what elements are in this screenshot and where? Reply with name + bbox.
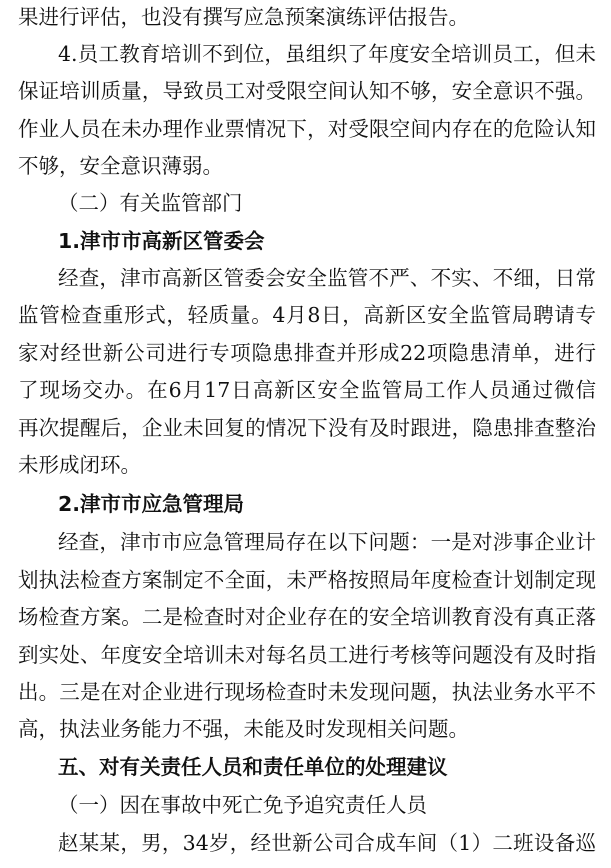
paragraph-line: 监管检查重形式，轻质量。4月8日，高新区安全监管局聘请专 — [18, 303, 596, 327]
paragraph-line: 经查，津市高新区管委会安全监管不严、不实、不细，日常 — [58, 266, 596, 290]
paragraph-line: 高，执法业务能力不强，未能及时发现相关问题。 — [18, 717, 469, 741]
paragraph-line: 经查，津市市应急管理局存在以下问题：一是对涉事企业计 — [58, 530, 596, 554]
paragraph-line: 出。三是在对企业进行现场检查时未发现问题，执法业务水平不 — [18, 680, 596, 704]
section-heading: 五、对有关责任人员和责任单位的处理建议 — [58, 755, 448, 779]
paragraph-line: 作业人员在未办理作业票情况下，对受限空间内存在的危险认知 — [18, 117, 596, 141]
paragraph-line: 果进行评估，也没有撰写应急预案演练评估报告。 — [18, 5, 469, 29]
paragraph-line: 未形成闭环。 — [18, 453, 141, 477]
paragraph-line: 家对经世新公司进行专项隐患排查并形成22项隐患清单，进行 — [18, 341, 596, 365]
paragraph-line: 4.员工教育培训不到位，虽组织了年度安全培训员工，但未 — [58, 42, 596, 66]
paragraph-line: 不够，安全意识薄弱。 — [18, 154, 223, 178]
subsection-heading: 1.津市市高新区管委会 — [58, 229, 265, 253]
paragraph-line: 到实处、年度安全培训未对每名员工进行考核等问题没有及时指 — [18, 643, 596, 667]
paragraph-line: 划执法检查方案制定不全面，未严格按照局年度检查计划制定现 — [18, 568, 596, 592]
section-heading: （一）因在事故中死亡免予追究责任人员 — [58, 793, 427, 817]
paragraph-line: 赵某某，男，34岁，经世新公司合成车间（1）二班设备巡 — [58, 831, 596, 855]
paragraph-line: 场检查方案。二是检查时对企业存在的安全培训教育没有真正落 — [18, 605, 596, 629]
section-heading: （二）有关监管部门 — [58, 191, 243, 215]
paragraph-line: 保证培训质量，导致员工对受限空间认知不够，安全意识不强。 — [18, 79, 596, 103]
subsection-heading: 2.津市市应急管理局 — [58, 492, 245, 516]
paragraph-line: 了现场交办。在6月17日高新区安全监管局工作人员通过微信 — [18, 378, 596, 402]
paragraph-line: 再次提醒后，企业未回复的情况下没有及时跟进，隐患排查整治 — [18, 416, 596, 440]
